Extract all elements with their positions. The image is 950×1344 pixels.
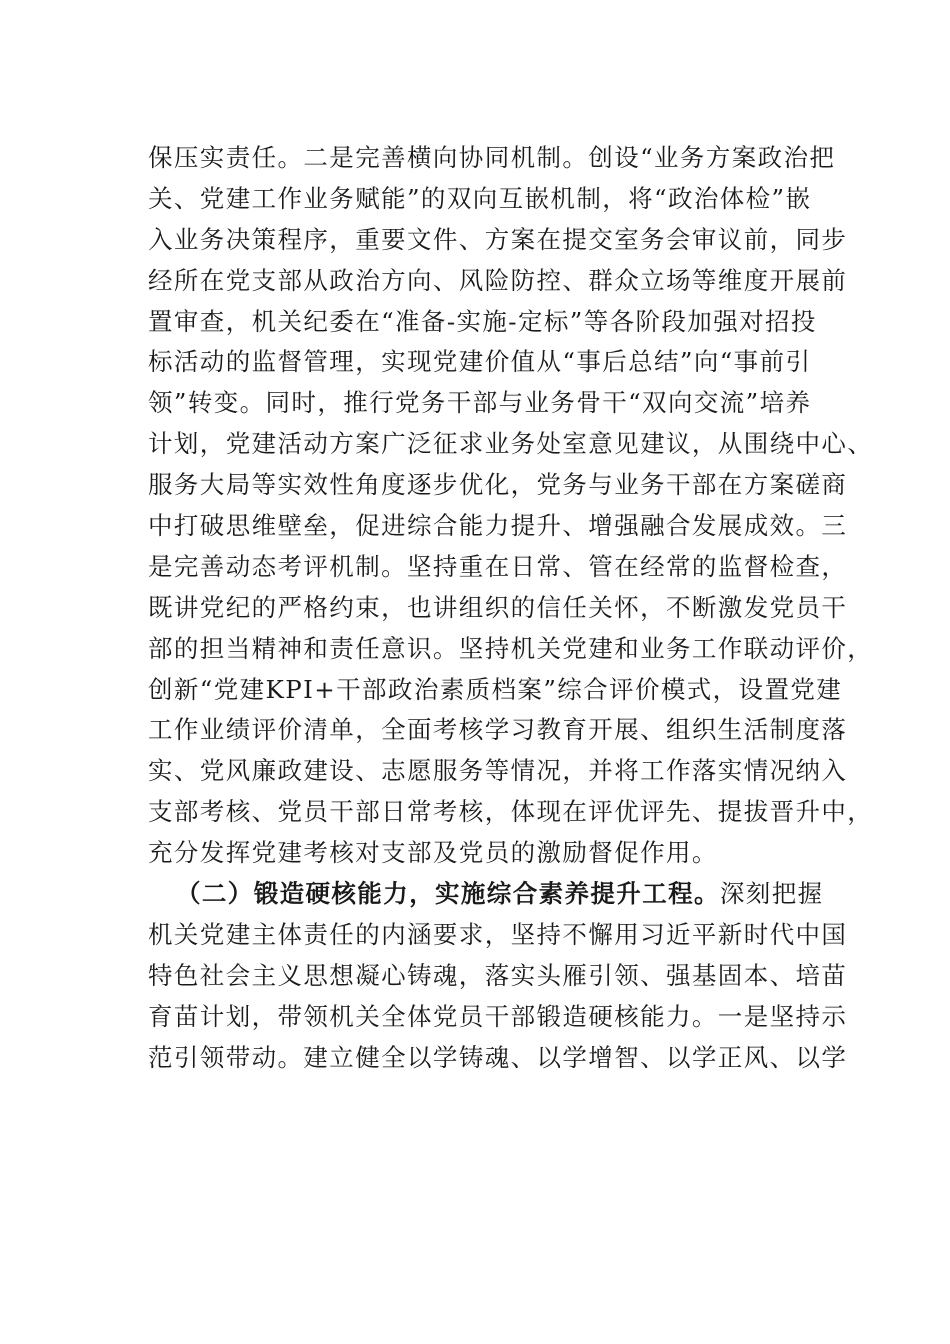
paragraph-line: 经所在党支部从政治方向、风险防控、群众立场等维度开展前 — [148, 265, 848, 295]
paragraph-line: 标活动的监督管理，实现党建价值从“事后总结”向“事前引 — [148, 347, 812, 377]
paragraph-line: 工作业绩评价清单，全面考核学习教育开展、组织生活制度落 — [148, 715, 848, 745]
paragraph-line: 创新“党建KPI+干部政治素质档案”综合评价模式，设置党建 — [148, 674, 843, 704]
paragraph-line: 入业务决策程序，重要文件、方案在提交室务会审议前，同步 — [148, 224, 848, 254]
paragraph-line: 特色社会主义思想凝心铸魂，落实头雁引领、强基固本、培苗 — [148, 960, 848, 990]
paragraph-line: 部的担当精神和责任意识。坚持机关党建和业务工作联动评价， — [148, 633, 874, 663]
paragraph-line: 领”转变。同时，推行党务干部与业务骨干“双向交流”培养 — [148, 388, 812, 418]
paragraph-line: 中打破思维壁垒，促进综合能力提升、增强融合发展成效。三 — [148, 511, 848, 541]
paragraph-line: 实、党风廉政建设、志愿服务等情况，并将工作落实情况纳入 — [148, 756, 848, 786]
section-first-line — [148, 874, 838, 915]
paragraph-line: 关、党建工作业务赋能”的双向互嵌机制，将“政治体检”嵌 — [148, 183, 812, 213]
paragraph-line: 置审查，机关纪委在“准备-实施-定标”等各阶段加强对招投 — [148, 306, 817, 336]
paragraph-line: 充分发挥党建考核对支部及党员的激励督促作用。 — [148, 838, 718, 868]
paragraph-line: 育苗计划，带领机关全体党员干部锻造硬核能力。一是坚持示 — [148, 1001, 848, 1031]
paragraph-line: 保压实责任。二是完善横向协同机制。创设“业务方案政治把 — [148, 143, 836, 172]
paragraph-line: 计划，党建活动方案广泛征求业务处室意见建议，从围绕中心、 — [148, 429, 874, 459]
paragraph-line: 范引领带动。建立健全以学铸魂、以学增智、以学正风、以学 — [148, 1042, 848, 1072]
paragraph-line: 是完善动态考评机制。坚持重在日常、管在经常的监督检查， — [148, 551, 848, 581]
paragraph-line: 支部考核、党员干部日常考核，体现在评优评先、提拔晋升中， — [148, 797, 874, 827]
body-text — [148, 138, 874, 1078]
section-lead-text: 深刻把握 — [719, 879, 824, 909]
paragraph-line: 机关党建主体责任的内涵要求，坚持不懈用习近平新时代中国 — [148, 919, 848, 949]
paragraph-line: 服务大局等实效性角度逐步优化，党务与业务干部在方案磋商 — [148, 470, 848, 500]
paragraph-line: 既讲党纪的严格约束，也讲组织的信任关怀，不断激发党员干 — [148, 592, 848, 622]
section-heading: （二）锻造硬核能力，实施综合素养提升工程。 — [176, 879, 720, 909]
